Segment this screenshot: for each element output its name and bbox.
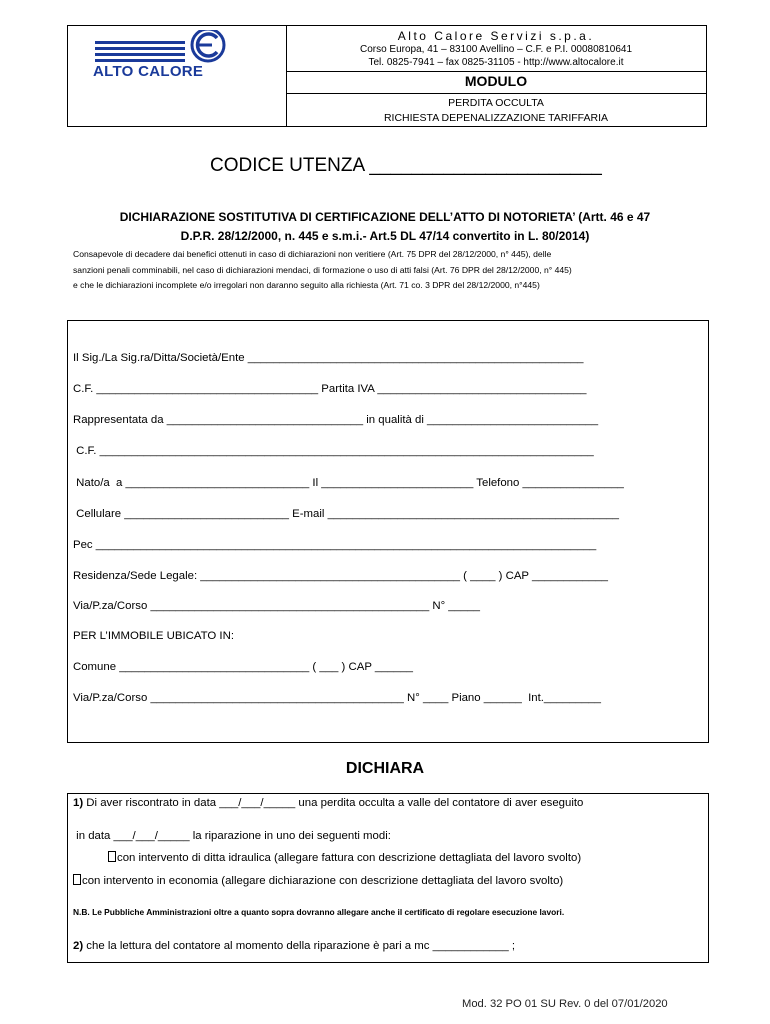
representative-field[interactable]: Rappresentata da _______________________________ in qualità di ___________________________ (73, 414, 599, 426)
item-number: 2) (73, 940, 84, 952)
company-address: Corso Europa, 41 – 83100 Avellino – C.F. e P.I. 00080810641 (359, 44, 633, 55)
dichiara-item-2 (73, 940, 515, 952)
property-street-field[interactable]: Via/P.za/Corso ________________________________________ N° ____ Piano ______ Int._________ (73, 692, 601, 704)
checkbox-icon[interactable] (73, 874, 81, 885)
header-rule (286, 71, 706, 72)
property-section-label: PER L’IMMOBILE UBICATO IN: (73, 630, 234, 642)
residence-field[interactable]: Residenza/Sede Legale: _________________________________________ ( ____ ) CAP ____________ (73, 570, 609, 582)
item-text[interactable]: Di aver riscontrato in data ___/___/_____ una perdita occulta a valle del contatore di aver eseguito (83, 797, 584, 809)
form-version-footer: Mod. 32 PO 01 SU Rev. 0 del 07/01/2020 (462, 998, 668, 1010)
birth-phone-field[interactable]: Nato/a a _____________________________ Il ________________________ Telefono ________________ (73, 477, 624, 489)
declaration-text: sanzioni penali comminabili, nel caso di dichiarazioni mendaci, di formazione o uso di atti falsi (Art. 76 DPR del 28/12/2000, n° 445) (73, 265, 572, 275)
mobile-email-field[interactable]: Cellulare __________________________ E-mail ______________________________________________ (73, 508, 619, 520)
option-economia[interactable] (73, 874, 563, 887)
module-subtitle: RICHIESTA DEPENALIZZAZIONE TARIFFARIA (383, 112, 609, 124)
module-subtitle: PERDITA OCCULTA (448, 97, 544, 109)
cf-piva-field[interactable]: C.F. ___________________________________ Partita IVA _________________________________ (73, 383, 587, 395)
option-label: con intervento in economia (allegare dichiarazione con descrizione dettagliata del lavoro svolto) (82, 875, 564, 887)
module-label: MODULO (464, 73, 528, 89)
logo-text: ALTO CALORE (93, 63, 204, 80)
dichiara-item-1 (73, 797, 583, 809)
declaration-title: D.P.R. 28/12/2000, n. 445 e s.m.i.- Art.5 DL 47/14 convertito in L. 80/2014) (180, 229, 590, 243)
checkbox-icon[interactable] (108, 851, 116, 862)
option-label: con intervento di ditta idraulica (allegare fattura con descrizione dettagliata del lavoro svolto) (117, 852, 582, 864)
option-ditta[interactable] (108, 851, 581, 864)
declaration-text: Consapevole di decadere dai benefici ottenuti in caso di dichiarazioni non veritiere (Art. 75 DPR del 28/12/2000, n° 445), delle (73, 249, 552, 259)
property-comune-field[interactable]: Comune ______________________________ ( ___ ) CAP ______ (73, 661, 413, 673)
repair-date-field[interactable]: in data ___/___/_____ la riparazione in uno dei seguenti modi: (73, 830, 391, 842)
codice-utenza: CODICE UTENZA ______________________ (210, 155, 602, 176)
meter-reading-field[interactable]: che la lettura del contatore al momento della riparazione è pari a mc ____________ ; (83, 940, 515, 952)
representative-cf-field[interactable]: C.F. ______________________________________________________________________________ (73, 445, 594, 457)
header-rule (286, 93, 706, 94)
pec-field[interactable]: Pec _______________________________________________________________________________ (73, 539, 597, 551)
applicant-name-field[interactable]: Il Sig./La Sig.ra/Ditta/Società/Ente _____________________________________________________ (73, 352, 584, 364)
street-field[interactable]: Via/P.za/Corso ____________________________________________ N° _____ (73, 600, 480, 612)
declaration-title: DICHIARAZIONE SOSTITUTIVA DI CERTIFICAZIONE DELL’ATTO DI NOTORIETA’ (Artt. 46 e 47 (119, 210, 651, 224)
company-name: Alto Calore Servizi s.p.a. (397, 29, 595, 43)
dichiara-heading: DICHIARA (345, 760, 425, 777)
pa-note: N.B. Le Pubbliche Amministrazioni oltre a quanto sopra dovranno allegare anche il certificato di regolare esecuzione lavori. (73, 907, 565, 917)
company-contacts: Tel. 0825-7941 – fax 0825-31105 - http://www.altocalore.it (368, 57, 624, 68)
item-number: 1) (73, 797, 84, 809)
declaration-text: e che le dichiarazioni incomplete e/o irregolari non daranno seguito alla richiesta (Art. 71 co. 3 DPR del 28/12/2000, n°445) (73, 280, 540, 290)
